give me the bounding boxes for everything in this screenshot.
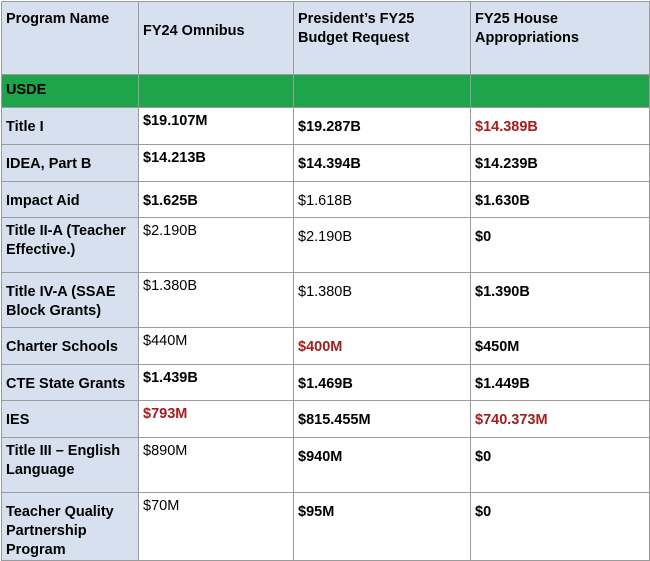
section-label: USDE: [2, 75, 139, 108]
table-row: [2, 438, 650, 493]
header-row: [2, 2, 650, 75]
section-row-usde: [2, 75, 650, 108]
fy24-value: $1.380B: [139, 273, 294, 328]
fy24-value: $14.213B: [139, 145, 294, 182]
house-value: $14.389B: [471, 108, 650, 145]
presidents-value: $19.287B: [294, 108, 471, 145]
house-value: $1.390B: [471, 273, 650, 328]
table-row: [2, 328, 650, 365]
program-name: Impact Aid: [2, 182, 139, 218]
table-row: [2, 273, 650, 328]
program-name: Title II-A (Teacher Effective.): [2, 218, 139, 273]
fy24-value: $793M: [139, 401, 294, 438]
program-name: Title IV-A (SSAE Block Grants): [2, 273, 139, 328]
table-row: [2, 108, 650, 145]
house-value: $450M: [471, 328, 650, 365]
table-row: [2, 493, 650, 561]
presidents-value: $1.380B: [294, 273, 471, 328]
table-row: [2, 145, 650, 182]
fy24-value: $19.107M: [139, 108, 294, 145]
header-fy24-omnibus: FY24 Omnibus: [139, 2, 294, 75]
house-value: $740.373M: [471, 401, 650, 438]
table-row: [2, 365, 650, 401]
presidents-value: $1.469B: [294, 365, 471, 401]
header-fy25-house: FY25 House Appropriations: [471, 2, 650, 75]
program-name: IDEA, Part B: [2, 145, 139, 182]
presidents-value: $14.394B: [294, 145, 471, 182]
table-row: [2, 401, 650, 438]
fy24-value: $1.625B: [139, 182, 294, 218]
house-value: $14.239B: [471, 145, 650, 182]
table-row: [2, 218, 650, 273]
fy24-value: $2.190B: [139, 218, 294, 273]
program-name: Charter Schools: [2, 328, 139, 365]
program-name: IES: [2, 401, 139, 438]
presidents-value: $1.618B: [294, 182, 471, 218]
program-name: Teacher Quality Partnership Program: [2, 493, 139, 561]
presidents-value: $400M: [294, 328, 471, 365]
header-program-name: Program Name: [2, 2, 139, 75]
house-value: $1.449B: [471, 365, 650, 401]
presidents-value: $95M: [294, 493, 471, 561]
fy24-value: $1.439B: [139, 365, 294, 401]
program-name: Title III – English Language: [2, 438, 139, 493]
program-name: CTE State Grants: [2, 365, 139, 401]
fy24-value: $890M: [139, 438, 294, 493]
house-value: $0: [471, 493, 650, 561]
section-cell: [139, 75, 294, 108]
house-value: $0: [471, 438, 650, 493]
fy24-value: $440M: [139, 328, 294, 365]
presidents-value: $815.455M: [294, 401, 471, 438]
house-value: $0: [471, 218, 650, 273]
presidents-value: $2.190B: [294, 218, 471, 273]
table-row: [2, 182, 650, 218]
program-name: Title I: [2, 108, 139, 145]
fy24-value: $70M: [139, 493, 294, 561]
presidents-value: $940M: [294, 438, 471, 493]
section-cell: [294, 75, 471, 108]
section-cell: [471, 75, 650, 108]
budget-table: [1, 1, 650, 561]
header-presidents-fy25: President’s FY25 Budget Request: [294, 2, 471, 75]
house-value: $1.630B: [471, 182, 650, 218]
